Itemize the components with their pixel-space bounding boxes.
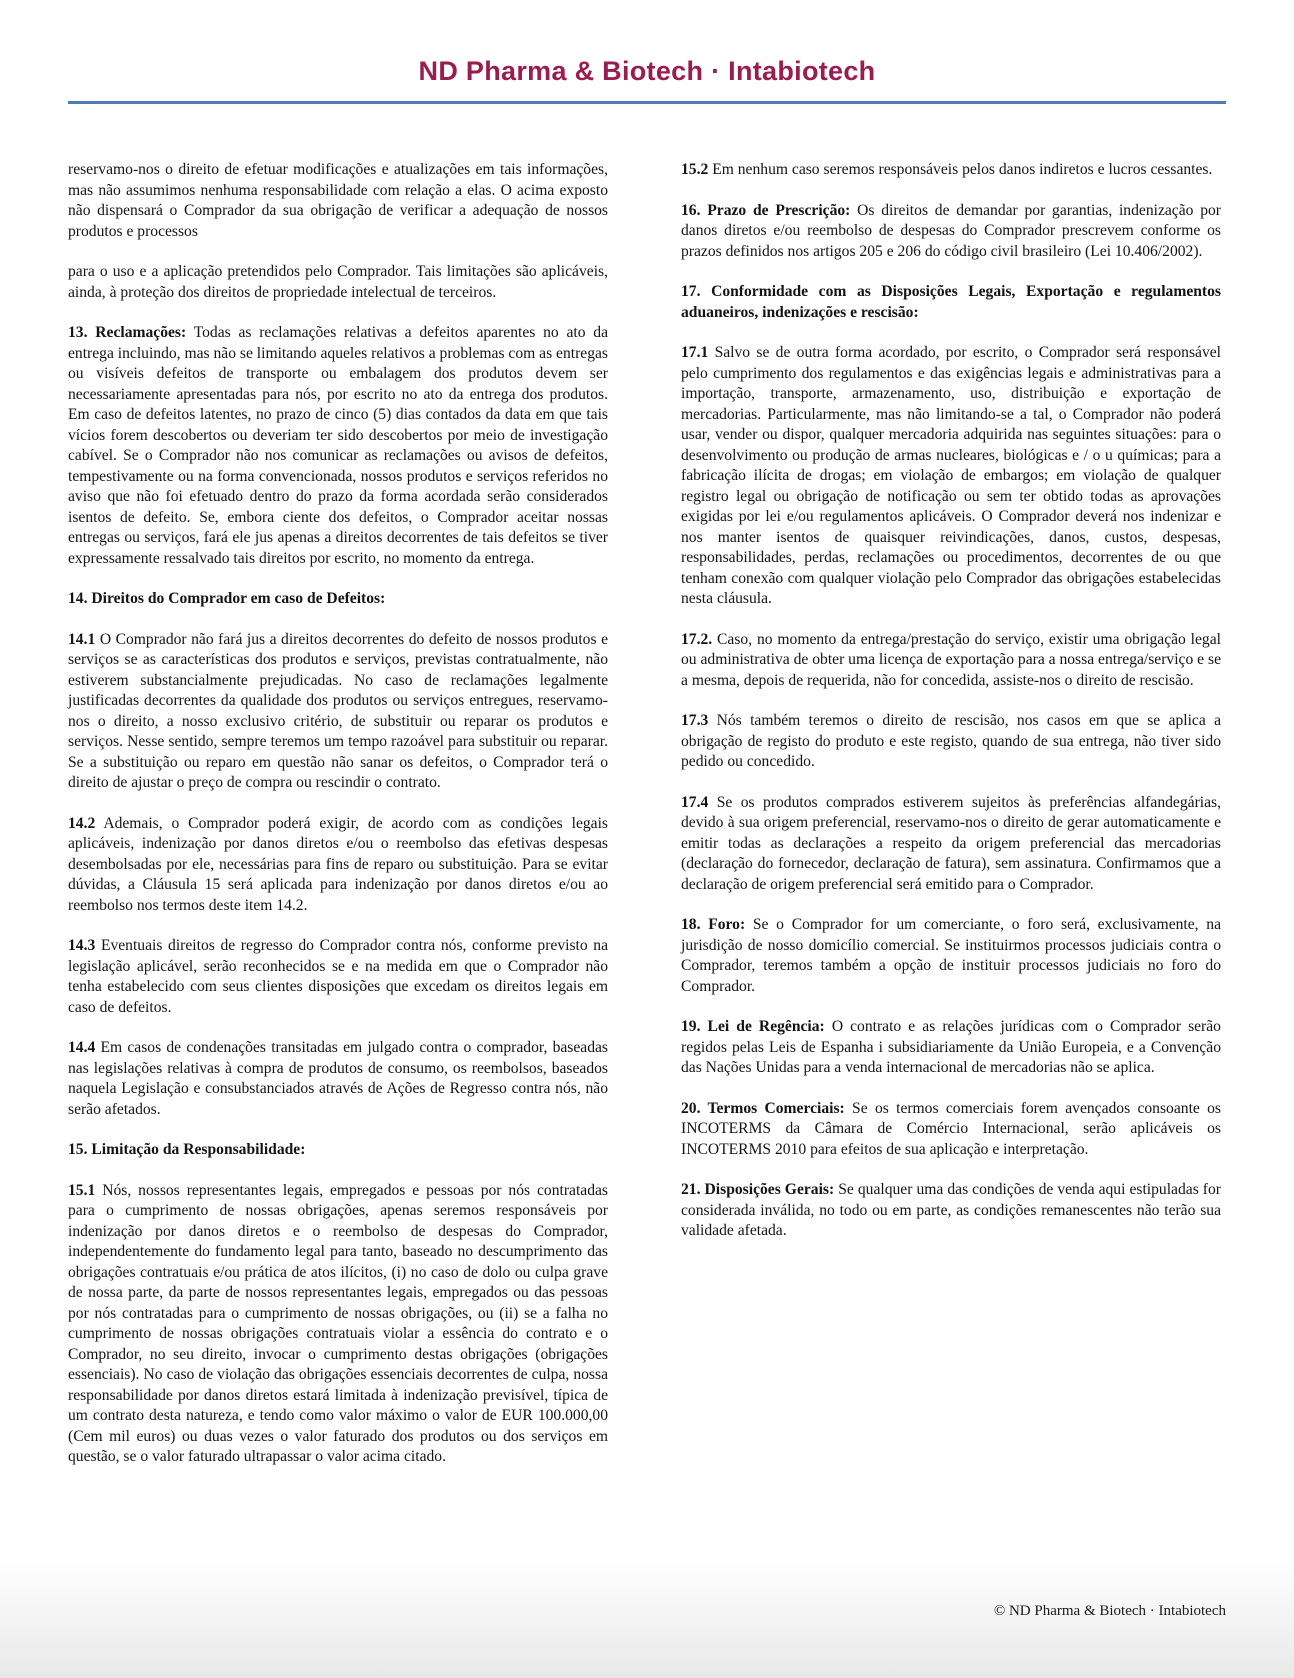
paragraph: 17.4 Se os produtos comprados estiverem sujeitos às preferências alfandegárias, devido à sua origem preferencial, reservamo-nos o direito de gerar automaticamente e emitir todas as declarações a respeito da origem preferencial das mercadorias (declaração do fornecedor, declaração de fatura), sem assinatura. Confirmamos que a declaração de origem preferencial será emitido para o Comprador.	[681, 793, 1221, 893]
paragraph-lead: 17.1	[681, 344, 709, 361]
paragraph-lead: 14. Direitos do Comprador em caso de Defeitos:	[68, 590, 386, 607]
left-column	[68, 160, 608, 1488]
paragraph: para o uso e a aplicação pretendidos pelo Comprador. Tais limitações são aplicáveis, ainda, à proteção dos direitos de propriedade intelectual de terceiros.	[68, 263, 608, 301]
paragraph: 21. Disposições Gerais: Se qualquer uma das condições de venda aqui estipuladas for considerada inválida, no todo ou em parte, as condições remanescentes não terão sua validade afetada.	[681, 1181, 1221, 1239]
paragraph-lead: 14.4	[68, 1039, 96, 1056]
page-title: ND Pharma & Biotech · Intabiotech	[418, 56, 876, 86]
section-heading	[68, 1140, 608, 1161]
paragraph: 15.1 Nós, nossos representantes legais, empregados e pessoas por nós contratadas para o cumprimento de nossas obrigações, apenas seremos responsáveis por indenização por danos diretos e o reembolso de despesas do Comprador, independentemente do fundamento legal para tanto, baseado no descumprimento das obrigações contratuais e/ou prática de atos ilícitos, (i) no caso de dolo ou culpa grave de nossa parte, da parte de nossos representantes legais, empregados ou das pessoas por nós contratadas para o cumprimento de nossas obrigações, ou (ii) se a falha no cumprimento de nossas obrigações contratuais violar a essência do contrato e o Comprador, no seu direito, invocar o cumprimento destas obrigações (obrigações essenciais). No caso de violação das obrigações essenciais decorrentes de culpa, nossa responsabilidade por danos diretos estará limitada à indenização previsível, típica de um contrato desta natureza, e tendo como valor máximo o valor de EUR 100.000,00 (Cem mil euros) ou duas vezes o valor faturado dos produtos ou dos serviços em questão, se o valor faturado ultrapassar o valor acima citado.	[68, 1181, 608, 1465]
paragraph-lead: 17. Conformidade com as Disposições Legais, Exportação e regulamentos aduaneiros, indenizações e rescisão:	[681, 283, 1221, 321]
paragraph: 15.2 Em nenhum caso seremos responsáveis pelos danos indiretos e lucros cessantes.	[681, 161, 1213, 178]
paragraph-lead: 16. Prazo de Prescrição:	[681, 201, 851, 219]
paragraph: 14.3 Eventuais direitos de regresso do Comprador contra nós, conforme previsto na legislação aplicável, serão reconhecidos se e na medida em que o Comprador não tenha estabelecido com seus clientes disposições que excedam os direitos legais em caso de defeitos.	[68, 937, 608, 1016]
section-heading	[681, 282, 1221, 323]
paragraph: 13. Reclamações: Todas as reclamações relativas a defeitos aparentes no ato da entrega incluindo, mas não se limitando aqueles relativos a problemas com as entregas ou visíveis defeitos de transporte ou embalagem dos produtos devem ser necessariamente apresentadas para nós, por escrito no ato da entrega dos produtos. Em caso de defeitos latentes, no prazo de cinco (5) dias contados da data em que tais vícios forem descobertos ou deveriam ter sido descobertos por meio de investigação cabível. Se o Comprador não nos comunicar as reclamações ou avisos de defeitos, tempestivamente ou na forma convencionada, nossos produtos e serviços referidos no aviso que não foi efetuado dentro do prazo da forma acordada serão considerados isentos de defeito. Se, embora ciente dos defeitos, o Comprador aceitar nossas entregas ou serviços, fará ele jus apenas a direitos decorrentes de tais defeitos se tiver expressamente ressalvado tais direitos por escrito, no momento da entrega.	[68, 324, 609, 567]
paragraph: 16. Prazo de Prescrição: Os direitos de demandar por garantias, indenização por danos diretos e/ou reembolso de despesas do Comprador prescrevem conforme os prazos definidos nos artigos 205 e 206 do código civil brasileiro (Lei 10.406/2002).	[681, 201, 1221, 260]
paragraph-lead: 18. Foro:	[681, 916, 746, 933]
paragraph-lead: 17.4	[681, 793, 709, 811]
paragraph: 17.2. Caso, no momento da entrega/prestação do serviço, existir uma obrigação legal ou administrativa de obter uma licença de exportação para a nossa entrega/serviço e se a mesma, depois de requerida, não for concedida, assiste-nos o direito de rescisão.	[681, 630, 1221, 689]
paragraph-lead: 19. Lei de Regência:	[681, 1018, 825, 1035]
paragraph: 17.3 Nós também teremos o direito de rescisão, nos casos em que se aplica a obrigação de registo do produto e este registo, quando de sua entrega, não tiver sido pedido ou concedido.	[681, 712, 1221, 770]
paragraph: 14.2 Ademais, o Comprador poderá exigir, de acordo com as condições legais aplicáveis, indenização por danos diretos e/ou o reembolso das efetivas despesas desembolsadas por ele, necessárias para fins de reparo ou substituição. Para se evitar dúvidas, a Cláusula 15 será aplicada para indenização por danos diretos e/ou ao reembolso nos termos deste item 14.2.	[68, 814, 608, 914]
paragraph-lead: 20. Termos Comerciais:	[681, 1099, 845, 1117]
section-heading	[68, 589, 608, 610]
paragraph-lead: 14.3	[68, 937, 96, 954]
paragraph-lead: 14.2	[68, 814, 96, 832]
paragraph-lead: 15. Limitação da Responsabilidade:	[68, 1141, 306, 1158]
header-divider	[68, 101, 1226, 104]
paragraph: reservamo-nos o direito de efetuar modificações e atualizações em tais informações, mas não assumimos nenhuma responsabilidade com relação a elas. O acima exposto não dispensará o Comprador da sua obrigação de verificar a adequação de nossos produtos e processos	[68, 161, 608, 240]
footer-copyright: © ND Pharma & Biotech · Intabiotech	[993, 1603, 1226, 1619]
paragraph: 20. Termos Comerciais: Se os termos comerciais forem avençados consoante os INCOTERMS da Câmara de Comércio Internacional, serão aplicáveis os INCOTERMS 2010 para efeitos de sua aplicação e interpretação.	[681, 1099, 1221, 1158]
paragraph: 14.1 O Comprador não fará jus a direitos decorrentes do defeito de nossos produtos e serviços se as características dos produtos e serviços, previstas contratualmente, não estiverem substancialmente prejudicadas. No caso de reclamações legalmente justificadas decorrentes da qualidade dos produtos ou serviços entregues, reservamo-nos o direito, a nosso exclusivo critério, de substituir ou reparar os produtos e serviços. Nesse sentido, sempre teremos um tempo razoável para substituir ou reparar. Se a substituição ou reparo em questão não sanar os defeitos, o Comprador terá o direito de ajustar o preço de compra ou rescindir o contrato.	[68, 630, 608, 791]
right-column	[681, 160, 1221, 1488]
paragraph-lead: 14.1	[68, 630, 96, 648]
paragraph: 19. Lei de Regência: O contrato e as relações jurídicas com o Comprador serão regidos pelas Leis de Espanha i subsidiariamente da União Europeia, e a Convenção das Nações Unidas para a venda internacional de mercadorias não se aplica.	[681, 1018, 1221, 1076]
paragraph-lead: 15.1	[68, 1181, 96, 1199]
paragraph-lead: 17.2.	[681, 630, 713, 648]
paragraph-lead: 15.2	[681, 161, 709, 178]
paragraph-lead: 17.3	[681, 712, 709, 729]
paragraph-lead: 21. Disposições Gerais:	[681, 1181, 835, 1198]
paragraph: 14.4 Em casos de condenações transitadas em julgado contra o comprador, baseadas nas legislações relativas à compra de produtos de consumo, os reembolsos, baseados naquela Legislação e consubstanciados através de Ações de Regresso contra nós, não serão afetados.	[68, 1039, 608, 1118]
paragraph-lead: 13. Reclamações:	[68, 324, 187, 341]
two-column-body	[0, 160, 1294, 1488]
paragraph: 17.1 Salvo se de outra forma acordado, por escrito, o Comprador será responsável pelo cumprimento dos regulamentos e das exigências legais e administrativas para a importação, transporte, armazenamento, uso, distribuição e exportação de mercadorias. Particularmente, mas não limitando-se a tal, o Comprador não poderá usar, vender ou dispor, qualquer mercadoria adquirida nas seguintes situações: para o desenvolvimento ou produção de armas nucleares, biológicas e / o u químicas; para a fabricação ilícita de drogas; em violação de embargos; em violação de qualquer registro legal ou obrigação de notificação ou sem ter obtido todas as aprovações exigidas por lei e/ou regulamentos aplicáveis. O Comprador deverá nos indenizar e nos manter isentos de quaisquer reivindicações, danos, custos, despesas, responsabilidades, perdas, reclamações ou procedimentos, decorrentes de ou que tenham conexão com qualquer violação pelo Comprador das obrigações estabelecidas nesta cláusula.	[681, 344, 1221, 607]
paragraph: 18. Foro: Se o Comprador for um comerciante, o foro será, exclusivamente, na jurisdição de nosso domicílio comercial. Se instituirmos processos judiciais contra o Comprador, teremos também a opção de instituir processos judiciais no foro do Comprador.	[681, 916, 1221, 995]
